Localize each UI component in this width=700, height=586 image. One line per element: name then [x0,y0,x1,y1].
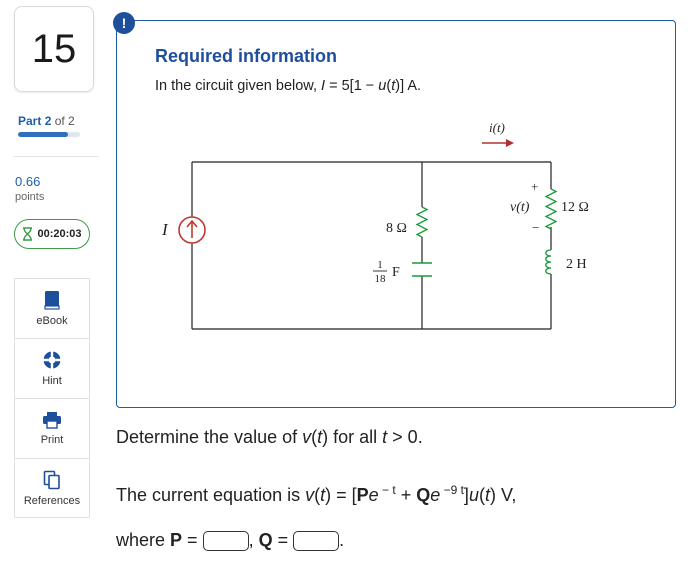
current-label: i(t) [489,120,505,135]
part-progress-fill [18,132,68,137]
q2-e1: e [368,485,379,505]
part-prefix: Part [18,114,42,128]
q2-Q: Q [416,485,431,505]
intro-eq: = 5[1 − [325,78,379,94]
lifebuoy-icon [42,350,62,370]
hint-button[interactable] [14,338,90,398]
alert-icon: ! [113,12,135,34]
c-num: 1 [377,259,383,271]
q2-prefix: The current equation is [116,485,306,505]
circuit-wires [192,162,551,329]
q2-exp2: −9 t [440,483,464,497]
points-label: points [15,191,45,203]
q3-prefix: where [116,530,171,550]
q3-comma: , [248,530,259,550]
q2-eq: = [ [331,485,357,505]
answer-line [116,530,344,551]
q3-P: P [170,530,183,550]
points-value: 0.66 [15,174,41,189]
ebook-label: eBook [36,315,68,327]
print-label: Print [40,434,64,446]
resistor-12ohm [546,189,556,229]
q1-v: v [302,427,312,447]
printer-icon [42,411,62,429]
current-equation: The current equation is v(t) = [Pe $^{- t}$ + Qe $^{-9 t}$]u(t) V, [116,483,517,505]
r2-label: 12 Ω [561,200,589,215]
timer[interactable] [14,219,90,249]
q2-exp1: − t [378,483,396,497]
p-answer-input[interactable] [203,531,249,551]
q2-suffix: V, [495,485,517,505]
book-icon [43,290,61,310]
q3-eq2: = [272,530,294,550]
voltage-label: v(t) [510,200,530,215]
q2-u: u [468,485,479,505]
divider [14,156,98,157]
part-of-text: of 2 [54,114,75,128]
inductor-2h [546,250,551,274]
q3-Q: Q [258,530,273,550]
circuit-diagram [150,110,590,350]
q2-v: v [305,485,315,505]
required-info-title: Required information [155,46,338,66]
question-prompt: Determine the value of v(t) for all t > 0. [116,427,423,447]
part-indicator [18,114,75,128]
q2-P: P [356,485,369,505]
q1-mid: for all [328,427,383,447]
q2-plus: + [395,485,417,505]
capacitor [412,263,432,276]
q2-close: ] [463,485,469,505]
source-label: I [162,220,168,239]
r1-label: 8 Ω [386,221,407,236]
intro-u: u [378,78,387,94]
intro-t: t [391,78,396,94]
question-number: 15 [31,26,77,71]
question-number-box [14,6,94,92]
part-current: 2 [44,114,52,128]
intro-paren: ( [386,78,392,94]
q1-prefix: Determine the value of [116,427,303,447]
hint-label: Hint [42,375,62,387]
tools-panel [14,278,90,518]
hourglass-icon [22,227,33,241]
ebook-button[interactable] [14,278,90,338]
q2-t3: t [484,485,490,505]
c-den: 18 [374,273,386,285]
required-info-text [155,78,421,94]
references-button[interactable] [14,458,90,518]
resistor-8ohm [417,207,427,237]
q2-e2: e [430,485,441,505]
current-source [179,217,205,243]
references-label: References [23,494,81,507]
documents-icon [43,470,61,490]
q3-eq1: = [182,530,203,550]
current-arrow [482,139,514,147]
part-progress-bar [18,132,80,137]
q1-suffix: > 0. [387,427,423,447]
print-button[interactable] [14,398,90,458]
plus-sign: + [531,179,539,194]
c-unit: F [392,265,400,280]
minus-sign: − [532,220,540,235]
intro-suffix: )] A. [395,78,422,94]
l1-label: 2 H [566,257,587,272]
intro-prefix: In the circuit given below, [155,78,322,94]
q1-t2: t [382,427,388,447]
q3-end: . [339,530,345,550]
q2-t: t [320,485,326,505]
q1-t: t [317,427,323,447]
intro-var: I [321,78,326,94]
q-answer-input[interactable] [293,531,339,551]
timer-value: 00:20:03 [37,228,82,240]
